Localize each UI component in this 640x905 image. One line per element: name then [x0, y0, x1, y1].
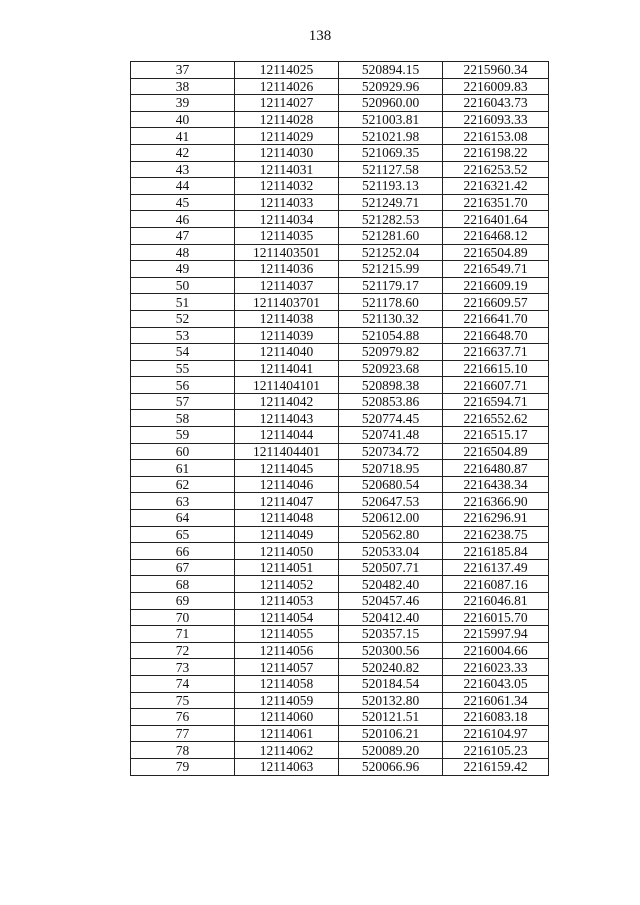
table-row	[131, 294, 549, 311]
x-coordinate-cell: 520066.96	[339, 758, 443, 775]
point-id-cell: 12114042	[235, 393, 339, 410]
y-coordinate-cell: 2216137.49	[443, 559, 549, 576]
point-id-cell: 12114045	[235, 460, 339, 477]
y-coordinate-cell: 2216043.73	[443, 95, 549, 112]
x-coordinate-cell: 521069.35	[339, 144, 443, 161]
x-coordinate-cell: 521127.58	[339, 161, 443, 178]
point-id-cell: 12114031	[235, 161, 339, 178]
table-row	[131, 211, 549, 228]
point-id-cell: 12114050	[235, 543, 339, 560]
table-row	[131, 642, 549, 659]
table-row	[131, 659, 549, 676]
point-id-cell: 12114046	[235, 476, 339, 493]
table-row	[131, 344, 549, 361]
y-coordinate-cell: 2216253.52	[443, 161, 549, 178]
table-row	[131, 111, 549, 128]
x-coordinate-cell: 520612.00	[339, 510, 443, 527]
x-coordinate-cell: 521054.88	[339, 327, 443, 344]
point-id-cell: 12114037	[235, 277, 339, 294]
x-coordinate-cell: 520898.38	[339, 377, 443, 394]
point-number-cell: 66	[131, 543, 235, 560]
point-number-cell: 74	[131, 675, 235, 692]
y-coordinate-cell: 2216515.17	[443, 427, 549, 444]
y-coordinate-cell: 2216153.08	[443, 128, 549, 145]
table-row	[131, 161, 549, 178]
table-row	[131, 327, 549, 344]
point-number-cell: 49	[131, 261, 235, 278]
y-coordinate-cell: 2216083.18	[443, 709, 549, 726]
x-coordinate-cell: 521282.53	[339, 211, 443, 228]
x-coordinate-cell: 521281.60	[339, 227, 443, 244]
table-row	[131, 510, 549, 527]
y-coordinate-cell: 2216549.71	[443, 261, 549, 278]
x-coordinate-cell: 520774.45	[339, 410, 443, 427]
point-id-cell: 12114026	[235, 78, 339, 95]
table-row	[131, 393, 549, 410]
x-coordinate-cell: 520853.86	[339, 393, 443, 410]
y-coordinate-cell: 2216607.71	[443, 377, 549, 394]
point-id-cell: 12114061	[235, 725, 339, 742]
y-coordinate-cell: 2216609.19	[443, 277, 549, 294]
y-coordinate-cell: 2216009.83	[443, 78, 549, 95]
point-number-cell: 56	[131, 377, 235, 394]
x-coordinate-cell: 520089.20	[339, 742, 443, 759]
y-coordinate-cell: 2216198.22	[443, 144, 549, 161]
x-coordinate-cell: 520121.51	[339, 709, 443, 726]
point-number-cell: 57	[131, 393, 235, 410]
table-row	[131, 543, 549, 560]
x-coordinate-cell: 520457.46	[339, 593, 443, 610]
x-coordinate-cell: 521179.17	[339, 277, 443, 294]
table-row	[131, 593, 549, 610]
point-number-cell: 64	[131, 510, 235, 527]
point-number-cell: 65	[131, 526, 235, 543]
point-number-cell: 59	[131, 427, 235, 444]
point-number-cell: 62	[131, 476, 235, 493]
point-number-cell: 39	[131, 95, 235, 112]
y-coordinate-cell: 2215997.94	[443, 626, 549, 643]
point-number-cell: 50	[131, 277, 235, 294]
x-coordinate-cell: 520960.00	[339, 95, 443, 112]
x-coordinate-cell: 520680.54	[339, 476, 443, 493]
y-coordinate-cell: 2216401.64	[443, 211, 549, 228]
table-row	[131, 758, 549, 775]
point-id-cell: 12114051	[235, 559, 339, 576]
table-row	[131, 443, 549, 460]
table-row	[131, 559, 549, 576]
point-number-cell: 79	[131, 758, 235, 775]
y-coordinate-cell: 2216046.81	[443, 593, 549, 610]
y-coordinate-cell: 2216093.33	[443, 111, 549, 128]
point-id-cell: 12114041	[235, 360, 339, 377]
point-id-cell: 12114027	[235, 95, 339, 112]
point-id-cell: 12114054	[235, 609, 339, 626]
y-coordinate-cell: 2216641.70	[443, 310, 549, 327]
point-number-cell: 77	[131, 725, 235, 742]
point-number-cell: 54	[131, 344, 235, 361]
y-coordinate-cell: 2216159.42	[443, 758, 549, 775]
point-id-cell: 12114038	[235, 310, 339, 327]
point-id-cell: 12114057	[235, 659, 339, 676]
table-row	[131, 227, 549, 244]
point-id-cell: 12114028	[235, 111, 339, 128]
point-id-cell: 1211403501	[235, 244, 339, 261]
x-coordinate-cell: 520929.96	[339, 78, 443, 95]
y-coordinate-cell: 2216105.23	[443, 742, 549, 759]
y-coordinate-cell: 2216296.91	[443, 510, 549, 527]
x-coordinate-cell: 520562.80	[339, 526, 443, 543]
y-coordinate-cell: 2216648.70	[443, 327, 549, 344]
point-id-cell: 12114029	[235, 128, 339, 145]
y-coordinate-cell: 2216504.89	[443, 244, 549, 261]
point-number-cell: 38	[131, 78, 235, 95]
table-row	[131, 194, 549, 211]
x-coordinate-cell: 520741.48	[339, 427, 443, 444]
table-row	[131, 427, 549, 444]
y-coordinate-cell: 2216061.34	[443, 692, 549, 709]
point-number-cell: 76	[131, 709, 235, 726]
coordinates-table	[130, 61, 549, 776]
point-id-cell: 12114047	[235, 493, 339, 510]
point-number-cell: 70	[131, 609, 235, 626]
table-row	[131, 576, 549, 593]
point-number-cell: 47	[131, 227, 235, 244]
x-coordinate-cell: 520482.40	[339, 576, 443, 593]
point-number-cell: 44	[131, 178, 235, 195]
y-coordinate-cell: 2216438.34	[443, 476, 549, 493]
point-number-cell: 71	[131, 626, 235, 643]
y-coordinate-cell: 2216238.75	[443, 526, 549, 543]
point-id-cell: 12114044	[235, 427, 339, 444]
point-id-cell: 12114062	[235, 742, 339, 759]
x-coordinate-cell: 521178.60	[339, 294, 443, 311]
x-coordinate-cell: 521249.71	[339, 194, 443, 211]
y-coordinate-cell: 2216594.71	[443, 393, 549, 410]
x-coordinate-cell: 521003.81	[339, 111, 443, 128]
point-number-cell: 48	[131, 244, 235, 261]
y-coordinate-cell: 2216023.33	[443, 659, 549, 676]
table-row	[131, 675, 549, 692]
point-number-cell: 61	[131, 460, 235, 477]
x-coordinate-cell: 521021.98	[339, 128, 443, 145]
point-id-cell: 12114055	[235, 626, 339, 643]
point-number-cell: 40	[131, 111, 235, 128]
table-row	[131, 709, 549, 726]
point-number-cell: 46	[131, 211, 235, 228]
point-id-cell: 12114058	[235, 675, 339, 692]
point-number-cell: 60	[131, 443, 235, 460]
y-coordinate-cell: 2216609.57	[443, 294, 549, 311]
y-coordinate-cell: 2216321.42	[443, 178, 549, 195]
x-coordinate-cell: 520412.40	[339, 609, 443, 626]
x-coordinate-cell: 520979.82	[339, 344, 443, 361]
table-row	[131, 460, 549, 477]
point-id-cell: 12114052	[235, 576, 339, 593]
point-number-cell: 52	[131, 310, 235, 327]
y-coordinate-cell: 2216087.16	[443, 576, 549, 593]
table-row	[131, 360, 549, 377]
point-id-cell: 12114025	[235, 62, 339, 79]
table-row	[131, 377, 549, 394]
point-id-cell: 12114060	[235, 709, 339, 726]
point-number-cell: 42	[131, 144, 235, 161]
y-coordinate-cell: 2216366.90	[443, 493, 549, 510]
page-number: 138	[308, 28, 332, 44]
point-id-cell: 12114033	[235, 194, 339, 211]
point-id-cell: 12114043	[235, 410, 339, 427]
x-coordinate-cell: 521130.32	[339, 310, 443, 327]
x-coordinate-cell: 520734.72	[339, 443, 443, 460]
point-number-cell: 72	[131, 642, 235, 659]
table-row	[131, 476, 549, 493]
x-coordinate-cell: 520533.04	[339, 543, 443, 560]
table-row	[131, 277, 549, 294]
point-number-cell: 63	[131, 493, 235, 510]
x-coordinate-cell: 520300.56	[339, 642, 443, 659]
point-number-cell: 75	[131, 692, 235, 709]
x-coordinate-cell: 520718.95	[339, 460, 443, 477]
point-id-cell: 12114049	[235, 526, 339, 543]
point-id-cell: 12114034	[235, 211, 339, 228]
point-id-cell: 12114035	[235, 227, 339, 244]
x-coordinate-cell: 520647.53	[339, 493, 443, 510]
point-id-cell: 12114053	[235, 593, 339, 610]
table-row	[131, 725, 549, 742]
point-id-cell: 12114059	[235, 692, 339, 709]
table-row	[131, 493, 549, 510]
x-coordinate-cell: 520184.54	[339, 675, 443, 692]
point-number-cell: 53	[131, 327, 235, 344]
point-id-cell: 12114056	[235, 642, 339, 659]
point-number-cell: 45	[131, 194, 235, 211]
point-id-cell: 12114040	[235, 344, 339, 361]
table-row	[131, 178, 549, 195]
table-row	[131, 410, 549, 427]
point-number-cell: 51	[131, 294, 235, 311]
point-number-cell: 73	[131, 659, 235, 676]
x-coordinate-cell: 521215.99	[339, 261, 443, 278]
table-row	[131, 526, 549, 543]
point-id-cell: 12114030	[235, 144, 339, 161]
y-coordinate-cell: 2216468.12	[443, 227, 549, 244]
point-id-cell: 1211403701	[235, 294, 339, 311]
x-coordinate-cell: 520923.68	[339, 360, 443, 377]
coordinates-table-body	[131, 62, 549, 776]
y-coordinate-cell: 2215960.34	[443, 62, 549, 79]
y-coordinate-cell: 2216004.66	[443, 642, 549, 659]
table-row	[131, 78, 549, 95]
x-coordinate-cell: 520132.80	[339, 692, 443, 709]
point-number-cell: 68	[131, 576, 235, 593]
table-row	[131, 626, 549, 643]
y-coordinate-cell: 2216015.70	[443, 609, 549, 626]
x-coordinate-cell: 521252.04	[339, 244, 443, 261]
x-coordinate-cell: 520240.82	[339, 659, 443, 676]
point-id-cell: 12114032	[235, 178, 339, 195]
point-number-cell: 69	[131, 593, 235, 610]
table-row	[131, 692, 549, 709]
table-row	[131, 742, 549, 759]
table-row	[131, 261, 549, 278]
point-id-cell: 12114039	[235, 327, 339, 344]
point-number-cell: 37	[131, 62, 235, 79]
table-row	[131, 244, 549, 261]
point-number-cell: 58	[131, 410, 235, 427]
x-coordinate-cell: 520106.21	[339, 725, 443, 742]
y-coordinate-cell: 2216552.62	[443, 410, 549, 427]
y-coordinate-cell: 2216185.84	[443, 543, 549, 560]
point-id-cell: 12114063	[235, 758, 339, 775]
point-number-cell: 55	[131, 360, 235, 377]
point-number-cell: 78	[131, 742, 235, 759]
y-coordinate-cell: 2216351.70	[443, 194, 549, 211]
y-coordinate-cell: 2216043.05	[443, 675, 549, 692]
y-coordinate-cell: 2216504.89	[443, 443, 549, 460]
y-coordinate-cell: 2216637.71	[443, 344, 549, 361]
point-number-cell: 41	[131, 128, 235, 145]
x-coordinate-cell: 520507.71	[339, 559, 443, 576]
table-row	[131, 144, 549, 161]
table-row	[131, 128, 549, 145]
point-id-cell: 1211404101	[235, 377, 339, 394]
point-id-cell: 1211404401	[235, 443, 339, 460]
table-row	[131, 609, 549, 626]
x-coordinate-cell: 521193.13	[339, 178, 443, 195]
y-coordinate-cell: 2216104.97	[443, 725, 549, 742]
x-coordinate-cell: 520357.15	[339, 626, 443, 643]
point-id-cell: 12114048	[235, 510, 339, 527]
point-number-cell: 67	[131, 559, 235, 576]
y-coordinate-cell: 2216480.87	[443, 460, 549, 477]
y-coordinate-cell: 2216615.10	[443, 360, 549, 377]
table-row	[131, 310, 549, 327]
point-number-cell: 43	[131, 161, 235, 178]
table-row	[131, 95, 549, 112]
table-row	[131, 62, 549, 79]
x-coordinate-cell: 520894.15	[339, 62, 443, 79]
point-id-cell: 12114036	[235, 261, 339, 278]
